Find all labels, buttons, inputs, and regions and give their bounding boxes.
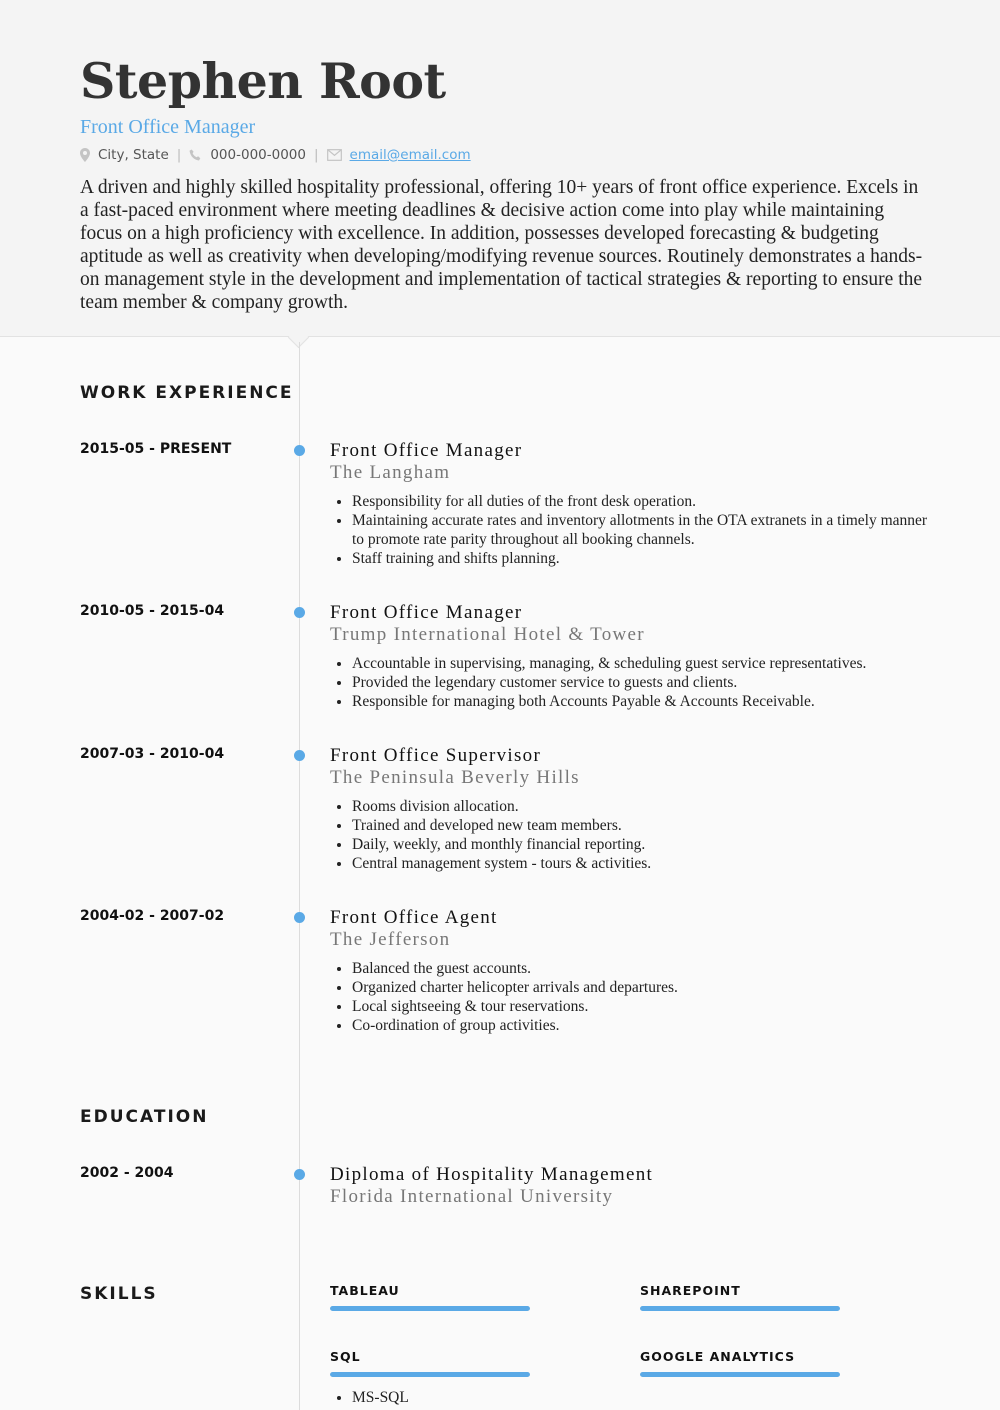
job-date: 2015-05 - PRESENT	[80, 441, 232, 457]
job-title: Front Office Agent	[330, 907, 498, 928]
job-company: The Peninsula Beverly Hills	[330, 767, 580, 788]
location-pin-icon	[80, 148, 90, 162]
timeline-dot	[294, 912, 305, 923]
skill-bar	[640, 1372, 840, 1377]
location-text: City, State	[98, 147, 169, 163]
job-company: The Jefferson	[330, 929, 451, 950]
timeline-dot	[294, 607, 305, 618]
list-item: • Maintaining accurate rates and inventory allotments in the OTA extranets in a timely manner to promote rate parity throughout all booking channels.	[352, 511, 930, 549]
skill-bar	[640, 1306, 840, 1311]
list-item: • Balanced the guest accounts.	[352, 959, 930, 978]
job-date: 2007-03 - 2010-04	[80, 746, 225, 762]
education-entry	[330, 1164, 930, 1208]
email-icon	[327, 149, 342, 161]
list-item: • Trained and developed new team members.	[352, 816, 930, 835]
job-date: 2010-05 - 2015-04	[80, 603, 225, 619]
skill-item	[640, 1349, 840, 1377]
skill-bar	[330, 1306, 530, 1311]
job-bullets	[330, 654, 930, 711]
education-date: 2002 - 2004	[80, 1165, 174, 1181]
skill-name: TABLEAU	[330, 1283, 400, 1298]
skill-bar-fill	[330, 1306, 530, 1311]
skills-heading: SKILLS	[80, 1284, 158, 1304]
candidate-role: Front Office Manager	[80, 116, 256, 138]
timeline-dot	[294, 1169, 305, 1180]
job-bullets	[330, 959, 930, 1035]
list-item: • Organized charter helicopter arrivals and departures.	[352, 978, 930, 997]
list-item: • Responsible for managing both Accounts Payable & Accounts Receivable.	[352, 692, 930, 711]
list-item: • Rooms division allocation.	[352, 797, 930, 816]
work-experience-heading: WORK EXPERIENCE	[80, 383, 294, 403]
job-bullets	[330, 797, 930, 873]
skill-name: SQL	[330, 1349, 361, 1364]
list-item: • Provided the legendary customer service to guests and clients.	[352, 673, 930, 692]
timeline-dot	[294, 445, 305, 456]
education-heading: EDUCATION	[80, 1107, 209, 1127]
candidate-name: Stephen Root	[80, 52, 446, 110]
list-item: • MS-SQL	[352, 1388, 409, 1407]
list-item: • Local sightseeing & tour reservations.	[352, 997, 930, 1016]
list-item: • Co-ordination of group activities.	[352, 1016, 930, 1035]
skill-details	[330, 1388, 409, 1407]
job-date: 2004-02 - 2007-02	[80, 908, 225, 924]
list-item: • Staff training and shifts planning.	[352, 549, 930, 568]
degree-title: Diploma of Hospitality Management	[330, 1164, 654, 1185]
skill-bar	[330, 1372, 530, 1377]
job-title: Front Office Manager	[330, 602, 523, 623]
list-item: • Accountable in supervising, managing, & scheduling guest service representatives.	[352, 654, 930, 673]
job-entry	[330, 745, 930, 873]
job-entry	[330, 440, 930, 568]
contact-separator: |	[313, 147, 319, 163]
skill-item	[330, 1283, 530, 1311]
skill-item	[640, 1283, 840, 1311]
job-title: Front Office Supervisor	[330, 745, 542, 766]
list-item: • Daily, weekly, and monthly financial reporting.	[352, 835, 930, 854]
list-item: • Responsibility for all duties of the front desk operation.	[352, 492, 930, 511]
job-company: Trump International Hotel & Tower	[330, 624, 645, 645]
list-item: • Central management system - tours & activities.	[352, 854, 930, 873]
phone-icon	[189, 149, 202, 162]
phone-text: 000-000-0000	[210, 147, 306, 163]
skill-item	[330, 1349, 530, 1377]
contact-separator: |	[176, 147, 182, 163]
skill-bar-fill	[640, 1372, 840, 1377]
job-title: Front Office Manager	[330, 440, 523, 461]
skill-name: GOOGLE ANALYTICS	[640, 1349, 796, 1364]
job-entry	[330, 907, 930, 1035]
job-company: The Langham	[330, 462, 451, 483]
school-name: Florida International University	[330, 1186, 614, 1207]
skill-name: SHAREPOINT	[640, 1283, 741, 1298]
professional-summary: A driven and highly skilled hospitality professional, offering 10+ years of front office experience. Excels in a fast-paced environment where meeting deadlines & decisive action come into play while maintaining focus on a high proficiency with excellence. In addition, possesses developed forecasting & budgeting aptitude as well as creativity when developing/modifying revenue sources. Routinely demonstrates a hands-on management style in the development and implementation of tactical strategies & reporting to ensure the team member & company growth.	[80, 177, 923, 313]
skill-bar-fill	[330, 1372, 530, 1377]
timeline-line	[299, 342, 300, 1410]
job-entry	[330, 602, 930, 711]
job-bullets	[330, 492, 930, 568]
email-link[interactable]: email@email.com	[349, 147, 471, 163]
contact-bar	[80, 145, 471, 165]
skill-bar-fill	[640, 1306, 840, 1311]
timeline-dot	[294, 750, 305, 761]
